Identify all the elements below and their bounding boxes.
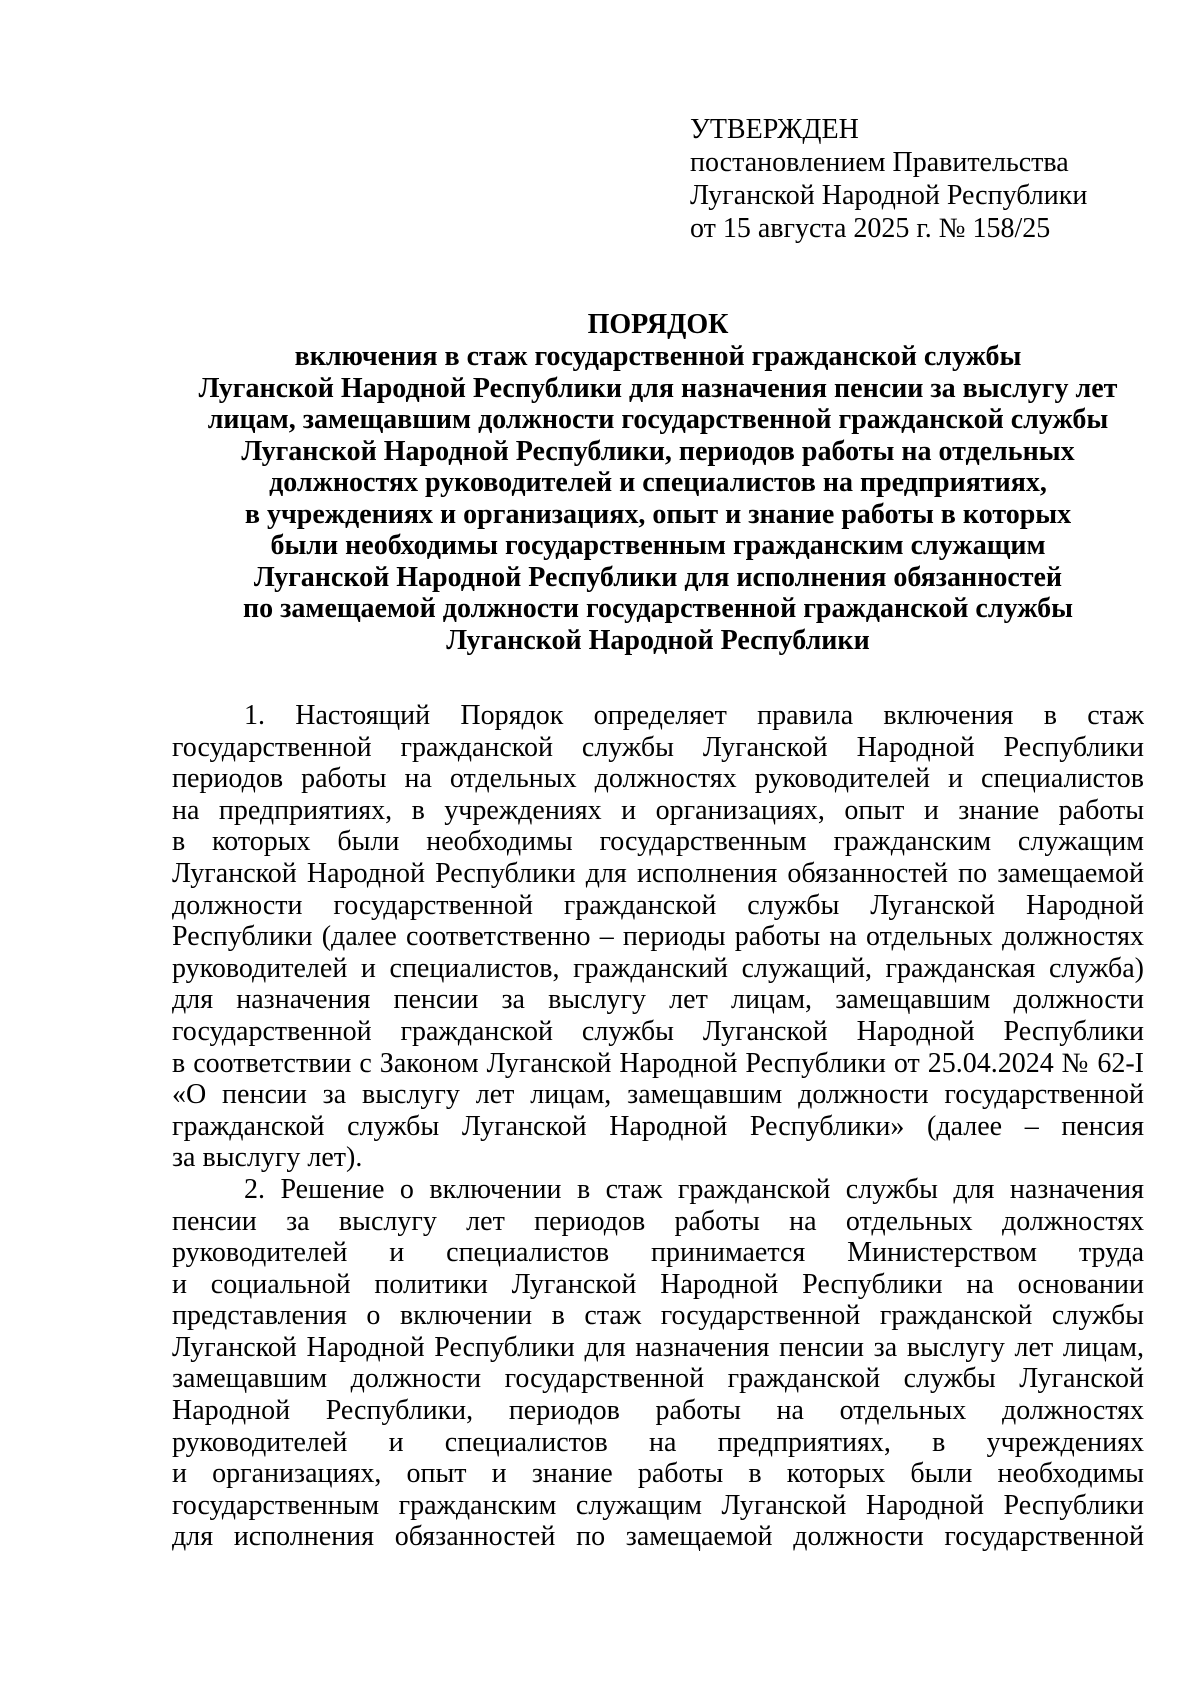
paragraph-line: и организациях, опыт и знание работы в которых были необходимы — [172, 1458, 1144, 1490]
subtitle-line: должностях руководителей и специалистов на предприятиях, — [269, 467, 1047, 498]
subtitle-line: по замещаемой должности государственной гражданской службы — [243, 593, 1073, 624]
approval-date-number: от 15 августа 2025 г. № 158/25 — [690, 213, 1051, 244]
paragraph-2 — [172, 1174, 1144, 1553]
paragraph-line: в соответствии с Законом Луганской Народной Республики от 25.04.2024 № 62-I — [172, 1047, 1144, 1079]
approval-line: постановлением Правительства — [690, 147, 1069, 178]
paragraph-line: руководителей и специалистов принимается Министерством труда — [172, 1237, 1144, 1269]
paragraph-line: для назначения пенсии за выслугу лет лицам, замещавшим должности — [172, 984, 1144, 1016]
paragraph-line: замещавшим должности государственной гражданской службы Луганской — [172, 1363, 1144, 1395]
paragraph-line: для исполнения обязанностей по замещаемой должности государственной — [172, 1521, 1144, 1553]
paragraph-line: Республики (далее соответственно – периоды работы на отдельных должностях — [172, 921, 1144, 953]
subtitle-line: Луганской Народной Республики, периодов работы на отдельных — [241, 435, 1075, 467]
paragraph-line: в которых были необходимы государственным гражданским служащим — [172, 826, 1144, 858]
paragraph-line: 1. Настоящий Порядок определяет правила включения в стаж — [244, 700, 1144, 731]
paragraph-line: представления о включении в стаж государственной гражданской службы — [172, 1300, 1144, 1332]
subtitle-line: включения в стаж государственной гражданской службы — [294, 341, 1022, 372]
paragraph-line: Луганской Народной Республики для исполнения обязанностей по замещаемой — [172, 857, 1144, 889]
document-subtitle — [172, 341, 1144, 656]
paragraph-line: должности государственной гражданской службы Луганской Народной — [172, 889, 1144, 921]
paragraph-1 — [172, 700, 1144, 1174]
paragraph-line: «О пенсии за выслугу лет лицам, замещавшим должности государственной — [172, 1079, 1144, 1111]
approval-line: Луганской Народной Республики — [690, 180, 1088, 211]
document-body — [172, 700, 1144, 1553]
approval-stamp-block — [690, 113, 1087, 245]
paragraph-line: на предприятиях, в учреждениях и организациях, опыт и знание работы — [172, 794, 1144, 826]
document-title: ПОРЯДОК — [587, 309, 729, 340]
subtitle-line: были необходимы государственным гражданским служащим — [270, 530, 1046, 561]
paragraph-line: за выслугу лет). — [172, 1142, 363, 1174]
paragraph-line: руководителей и специалистов, гражданский служащий, гражданская служба) — [172, 952, 1144, 984]
subtitle-line: Луганской Народной Республики для исполнения обязанностей — [253, 561, 1063, 593]
subtitle-line: лицам, замещавшим должности государственной гражданской службы — [207, 404, 1109, 435]
paragraph-line: государственной гражданской службы Луганской Народной Республики — [172, 1015, 1144, 1047]
paragraph-line: Луганской Народной Республики для назначения пенсии за выслугу лет лицам, — [172, 1331, 1144, 1363]
subtitle-line: в учреждениях и организациях, опыт и знание работы в которых — [244, 498, 1072, 530]
paragraph-line: и социальной политики Луганской Народной Республики на основании — [172, 1268, 1144, 1300]
approval-heading: УТВЕРЖДЕН — [690, 114, 859, 145]
paragraph-line: Народной Республики, периодов работы на отдельных должностях — [172, 1395, 1144, 1427]
subtitle-line: Луганской Народной Республики — [446, 624, 870, 656]
paragraph-line: государственной гражданской службы Луганской Народной Республики — [172, 731, 1144, 763]
subtitle-line: Луганской Народной Республики для назначения пенсии за выслугу лет — [198, 372, 1118, 404]
paragraph-line: 2. Решение о включении в стаж гражданской службы для назначения — [244, 1173, 1144, 1205]
paragraph-line: руководителей и специалистов на предприятиях, в учреждениях — [172, 1426, 1144, 1458]
document-title-block — [172, 308, 1144, 656]
paragraph-line: пенсии за выслугу лет периодов работы на отдельных должностях — [172, 1205, 1144, 1237]
paragraph-line: гражданской службы Луганской Народной Республики» (далее – пенсия — [172, 1110, 1144, 1142]
paragraph-line: государственным гражданским служащим Луганской Народной Республики — [172, 1489, 1144, 1521]
paragraph-line: периодов работы на отдельных должностях руководителей и специалистов — [172, 763, 1144, 795]
